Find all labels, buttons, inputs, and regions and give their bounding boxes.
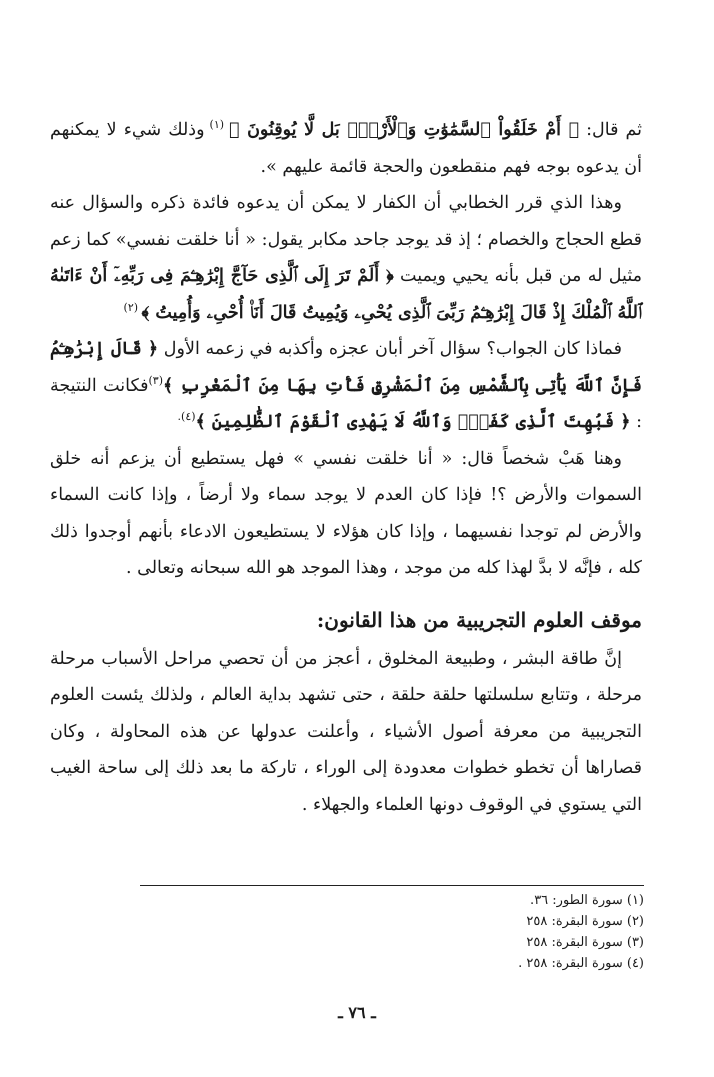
footnote-3: (٣) سورة البقرة: ٢٥٨ (526, 935, 644, 950)
footnotes (400, 890, 644, 974)
paragraph-2 (50, 185, 642, 331)
footnote-2: (٢) سورة البقرة: ٢٥٨ (526, 914, 644, 929)
page-number: ـ ٧٦ ـ (338, 1003, 376, 1022)
footnote-ref: (٢) (123, 300, 142, 314)
footnote-ref: (٤). (177, 410, 196, 424)
section-heading: موقف العلوم التجريبية من هذا القانون: (316, 607, 642, 632)
paragraph-3 (50, 331, 642, 441)
text-segment: ثم قال: (579, 120, 643, 140)
quran-verse: ﴿ فَبُهِتَ ٱلَّذِى كَفَرَۗ وَٱللَّهُ لَا يَهْدِى ٱلْقَوْمَ ٱلظَّٰلِمِينَ ﴾ (195, 412, 631, 432)
footnote-ref: (٣) (148, 373, 163, 387)
text-segment: فماذا كان الجواب؟ سؤال آخر أبان عجزه وأكذبه في زعمه الأول (158, 339, 622, 359)
quran-verse: ﴿ أَمْ خَلَقُواْ ٱلسَّمَٰوَٰتِ وَٱلْأَرْضَۚ بَل لَّا يُوقِنُونَ ﴾ (229, 120, 580, 140)
page-body (50, 112, 642, 823)
paragraph-1 (50, 112, 642, 185)
footnote-4: (٤) سورة البقرة: ٢٥٨ . (518, 956, 644, 971)
text-segment: وهذا الذي قرر الخطابي أن الكفار لا يمكن أن يدعوه فائدة ذكره والسؤال عنه قطع الحجاج والخصام ؛ إذ قد يوجد جاحد مكابر يقول: « أنا خلقت نفسي» كما زعم مثيل له من قبل بأنه يحيي ويميت (50, 193, 642, 286)
paragraph-5: إنَّ طاقة البشر ، وطبيعة المخلوق ، أعجز من أن تحصي مراحل الأسباب مرحلة مرحلة ، وتتابع سلسلتها حلقة حلقة ، حتى تشهد بداية العالم ، ولذلك يئست العلوم التجريبية من معرفة أصول الأشياء ، وأعلنت عدولها عن هذه المحاولة ، وكان قصاراها أن تخطو خطوات معدودة إلى الوراء ، تاركة ما بعد ذلك إلى ساحة الغيب التي يستوي في الوقوف دونها العلماء والجهلاء . (50, 648, 642, 815)
paragraph-4: وهنا هَبْ شخصاً قال: « أنا خلقت نفسي » فهل يستطيع أن يزعم أنه خلق السموات والأرض ؟! فإذا كان العدم لا يوجد سماء ولا أرضاً ، وإذا كانت السماء والأرض لم توجدا نفسيهما ، وإذا كان هؤلاء لا يستطيعون الادعاء بأنهم أوجدوا ذلك كله ، فإنَّه لا بدَّ لهذا كله من موجد ، وهذا الموجد هو الله سبحانه وتعالى . (50, 448, 642, 578)
text-segment: وذلك شيء لا يمكنهم أن يدعوه بوجه فهم منقطعون والحجة قائمة عليهم ». (50, 120, 642, 177)
footnote-1: (١) سورة الطور: ٣٦. (530, 893, 644, 908)
quran-verse: ﴿ قَالَ إِبْرَٰهِـۧمُ فَإِنَّ ٱللَّهَ يَأْتِى بِٱلشَّمْسِ مِنَ ٱلْمَشْرِقِ فَأْتِ بِهَا مِنَ ٱلْمَغْرِبِ ﴾ (50, 339, 642, 396)
footnote-divider (140, 885, 644, 886)
quran-verse: ﴿ أَلَمْ تَرَ إِلَى ٱلَّذِى حَآجَّ إِبْرَٰهِـۧمَ فِى رَبِّهِۦٓ أَنْ ءَاتَىٰهُ ٱللَّهُ ٱلْمُلْكَ إِذْ قَالَ إِبْرَٰهِـۧمُ رَبِّىَ ٱلَّذِى يُحْىِۦ وَيُمِيتُ قَالَ أَنَا۠ أُحْىِۦ وَأُمِيتُ ﴾ (50, 266, 642, 323)
text-segment: فكانت النتيجة : (50, 375, 642, 432)
footnote-ref: (١) (204, 118, 229, 132)
